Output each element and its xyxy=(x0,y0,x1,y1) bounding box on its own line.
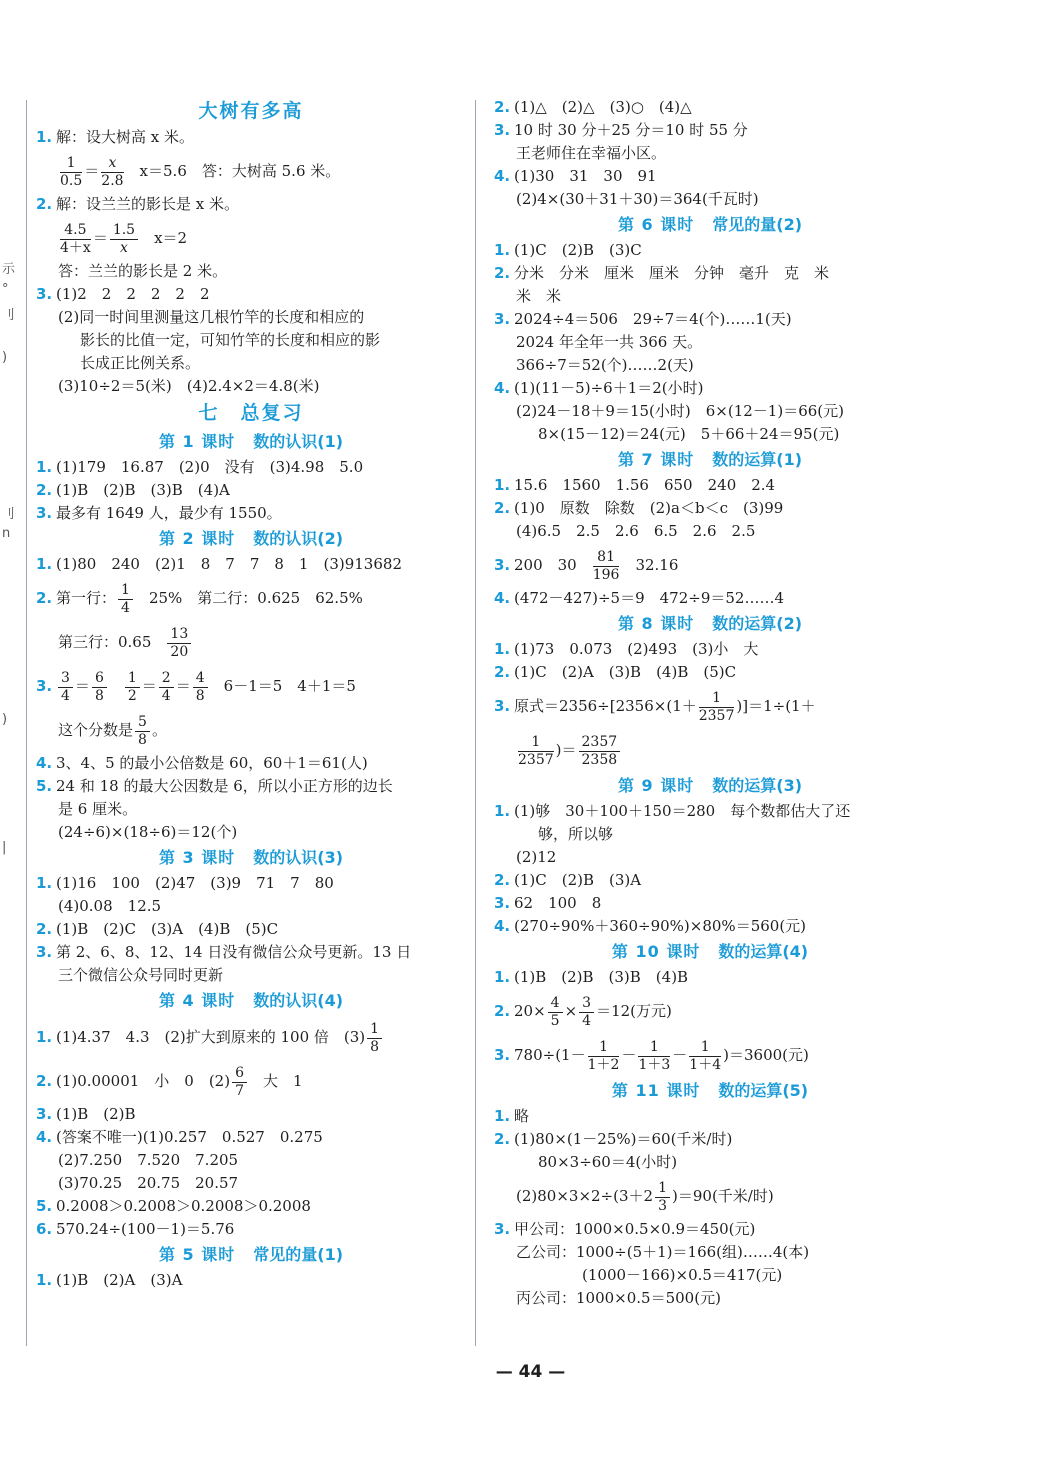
fraction: $\frac{x}{2.8}$ xyxy=(101,154,124,189)
answer-line: 1. (1)179 16.87 (2)0 没有 (3)4.98 5.0 xyxy=(36,458,364,476)
answer-line: (24÷6)×(18÷6)＝12(个) xyxy=(58,823,238,841)
answer-line: 4. (472－427)÷5＝9 472÷9＝52……4 xyxy=(494,589,784,607)
fraction: $\frac{3}{4}$ xyxy=(58,670,73,705)
answer-line: 3. (1)B (2)B xyxy=(36,1105,136,1123)
fraction: $\frac{6}{8}$ xyxy=(92,670,107,705)
answer-line: 1. (1)73 0.073 (2)493 (3)小 大 xyxy=(494,640,759,658)
margin-fragment: n xyxy=(2,526,11,541)
fraction: $\frac{1}{0.5}$ xyxy=(60,154,83,189)
answer-line: 这个分数是 $\frac{5}{8}$ 。 xyxy=(58,713,167,748)
answer-line: 6. 570.24÷(100－1)＝5.76 xyxy=(36,1220,235,1238)
answer-line: 1. (1)B (2)A (3)A xyxy=(36,1271,183,1289)
answer-line: 2. 分米 分米 厘米 厘米 分钟 毫升 克 米 xyxy=(494,264,830,282)
section-title: 大树有多高 xyxy=(198,100,304,122)
answer-line: (3)70.25 20.75 20.57 xyxy=(58,1174,239,1192)
answer-line: (3)10÷2＝5(米) (4)2.4×2＝4.8(米) xyxy=(58,377,320,395)
answer-line: 3. 甲公司：1000×0.5×0.9＝450(元) xyxy=(494,1220,756,1238)
fraction: $\frac{1}{3}$ xyxy=(655,1180,670,1215)
answer-line: (4)0.08 12.5 xyxy=(58,897,162,915)
lesson-heading: 第 10 课时 数的运算(4) xyxy=(611,942,809,961)
answer-line: 长成正比例关系。 xyxy=(80,354,201,372)
answer-line: 2. (1)0 原数 除数 (2)a＜b＜c (3)99 xyxy=(494,499,784,517)
answer-line: $\frac{4.5}{4+x}$ ＝ $\frac{1.5}{x}$ x＝2 xyxy=(60,221,188,256)
column-divider xyxy=(475,100,476,1346)
fraction: $\frac{1}{2357}$ xyxy=(518,733,554,768)
answer-line: 米 米 xyxy=(516,287,562,305)
lesson-heading: 第 8 课时 数的运算(2) xyxy=(617,614,803,633)
answer-line: (2)4×(30＋31＋30)＝364(千瓦时) xyxy=(516,190,759,208)
answer-line: $\frac{1}{2357}$ )＝ $\frac{2357}{2358}$ xyxy=(494,728,926,772)
answer-line: 1. (1)B (2)B (3)B (4)B xyxy=(494,968,689,986)
answer-line: 2. (1)0.00001 小 0 (2) $\frac{6}{7}$ 大 1 xyxy=(36,1064,303,1099)
answer-line: 三个微信公众号同时更新 xyxy=(58,966,224,984)
answer-line: 3. 200 30 $\frac{81}{196}$ 32.16 xyxy=(494,548,679,583)
left-column xyxy=(36,96,466,1292)
lesson-heading: 第 4 课时 数的认识(4) xyxy=(158,991,344,1010)
answer-line: 3. 10 时 30 分＋25 分＝10 时 55 分 xyxy=(494,121,748,139)
answer-line: 80×3÷60＝4(小时) xyxy=(538,1153,678,1171)
answer-line: 3. $\frac{3}{4}$ ＝ $\frac{6}{8}$ $\frac{1}{2}$ ＝ $\frac{2}{4}$ ＝ $\frac{4}{8}$ 6－1＝5 4＋1＝5 xyxy=(36,669,356,704)
answer-line: 2. (1)C (2)B (3)A xyxy=(494,871,642,889)
fraction: $\frac{1.5}{x}$ xyxy=(110,222,138,257)
answer-line: (2)12 xyxy=(516,848,557,866)
answer-line: 2. 第一行： $\frac{1}{4}$ 25% 第二行：0.625 62.5% xyxy=(36,581,363,616)
answer-line: 3. 62 100 8 xyxy=(494,894,602,912)
margin-fragment: ) xyxy=(2,712,8,727)
fraction: $\frac{1}{1+2}$ xyxy=(587,1038,620,1073)
answer-line: 够，所以够 xyxy=(538,825,614,843)
answer-line: 4. (1)(11－5)÷6＋1＝2(小时) xyxy=(494,379,704,397)
answer-line: 1. (1)4.37 4.3 (2)扩大到原来的 100 倍 (3) $\frac{1}{8}$ xyxy=(36,1015,466,1059)
answer-line: 3. 第 2、6、8、12、14 日没有微信公众号更新。13 日 xyxy=(36,943,412,961)
margin-fragment: 刂 xyxy=(2,507,16,522)
lesson-heading: 第 5 课时 常见的量(1) xyxy=(158,1245,344,1264)
fraction: $\frac{1}{1+3}$ xyxy=(638,1038,671,1073)
answer-line: 1. (1)16 100 (2)47 (3)9 71 7 80 xyxy=(36,874,334,892)
lesson-heading: 第 9 课时 数的运算(3) xyxy=(617,776,803,795)
fraction: $\frac{1}{1+4}$ xyxy=(689,1038,722,1073)
lesson-heading: 第 6 课时 常见的量(2) xyxy=(617,215,803,234)
answer-line: 1. 略 xyxy=(494,1107,530,1125)
answer-line: 2. (1)B (2)C (3)A (4)B (5)C xyxy=(36,920,279,938)
fraction: $\frac{4}{5}$ xyxy=(548,995,563,1030)
margin-fragment: | xyxy=(2,840,7,855)
left-margin-rule xyxy=(26,100,27,1346)
fraction: $\frac{4}{8}$ xyxy=(193,670,208,705)
answer-line: 3. (1)2 2 2 2 2 2 xyxy=(36,285,210,303)
right-column xyxy=(494,96,926,1310)
margin-fragment: 刂 xyxy=(2,308,16,323)
answer-line: 366÷7＝52(个)……2(天) xyxy=(516,356,694,374)
fraction: $\frac{81}{196}$ xyxy=(592,548,620,583)
fraction: $\frac{1}{2}$ xyxy=(125,670,140,705)
answer-line: 1. (1)C (2)B (3)C xyxy=(494,241,642,259)
answer-line: 3. 780÷(1－ $\frac{1}{1+2}$ － $\frac{1}{1+3}$ － $\frac{1}{1+4}$ )＝3600(元) xyxy=(494,1038,809,1073)
answer-line: 答：兰兰的影长是 2 米。 xyxy=(58,262,228,280)
answer-line: 3. 2024÷4＝506 29÷7＝4(个)……1(天) xyxy=(494,310,792,328)
fraction: $\frac{6}{7}$ xyxy=(232,1065,247,1100)
lesson-heading: 第 7 课时 数的运算(1) xyxy=(617,450,803,469)
answer-line: (4)6.5 2.5 2.6 6.5 2.6 2.5 xyxy=(516,522,756,540)
fraction: $\frac{5}{8}$ xyxy=(135,714,150,749)
answer-line: 2. (1)B (2)B (3)B (4)A xyxy=(36,481,230,499)
answer-line: 5. 24 和 18 的最大公因数是 6，所以小正方形的边长 xyxy=(36,777,393,795)
answer-line: 1. (1)够 30＋100＋150＝280 每个数都估大了还 xyxy=(494,802,851,820)
answer-line: 8×(15－12)＝24(元) 5＋66＋24＝95(元) xyxy=(538,425,840,443)
answer-line: (2)80×3×2÷(3＋2 $\frac{1}{3}$ )＝90(千米/时) xyxy=(516,1179,774,1214)
fraction: $\frac{2}{4}$ xyxy=(159,670,174,705)
fraction: $\frac{2357}{2358}$ xyxy=(579,734,621,769)
answer-line: 王老师住在幸福小区。 xyxy=(516,144,667,162)
margin-fragment: ) xyxy=(2,350,8,365)
answer-line: 2. (1)△ (2)△ (3)○ (4)△ xyxy=(494,98,692,116)
margin-fragment: ° xyxy=(2,282,9,297)
answer-line: 3. 原式＝2356÷[2356×(1＋ $\frac{1}{2357}$ )]＝1÷(1＋ xyxy=(494,689,816,724)
page-number: — 44 — xyxy=(495,1362,566,1382)
fraction: $\frac{4.5}{4+x}$ xyxy=(60,221,91,256)
answer-line: 4. (1)30 31 30 91 xyxy=(494,167,657,185)
answer-line: 丙公司：1000×0.5＝500(元) xyxy=(516,1289,721,1307)
answer-line: 乙公司：1000÷(5＋1)＝166(组)……4(本) xyxy=(516,1243,810,1261)
answer-line: 4. (答案不唯一)(1)0.257 0.527 0.275 xyxy=(36,1128,323,1146)
answer-line: 2. (1)80×(1－25%)＝60(千米/时) xyxy=(494,1130,733,1148)
fraction: $\frac{13}{20}$ xyxy=(167,626,191,661)
lesson-heading: 第 2 课时 数的认识(2) xyxy=(158,529,344,548)
lesson-heading: 第 1 课时 数的认识(1) xyxy=(158,432,344,451)
answer-line: 4. 3、4、5 的最小公倍数是 60，60＋1＝61(人) xyxy=(36,754,368,772)
answer-line: 5. 0.2008＞0.2008＞0.2008＞0.2008 xyxy=(36,1197,311,1215)
answer-line: 1. 15.6 1560 1.56 650 240 2.4 xyxy=(494,476,776,494)
fraction: $\frac{1}{8}$ xyxy=(367,1021,382,1056)
answer-line: 2. 解：设兰兰的影长是 x 米。 xyxy=(36,195,239,213)
answer-line: (2)同一时间里测量这几根竹竿的长度和相应的 xyxy=(58,308,365,326)
section-title: 七 总复习 xyxy=(198,402,304,424)
answer-line: 是 6 厘米。 xyxy=(58,800,138,818)
lesson-heading: 第 11 课时 数的运算(5) xyxy=(611,1081,809,1100)
answer-line: (2)24－18＋9＝15(小时) 6×(12－1)＝66(元) xyxy=(516,402,844,420)
lesson-heading: 第 3 课时 数的认识(3) xyxy=(158,848,344,867)
answer-line: 4. (270÷90%＋360÷90%)×80%＝560(元) xyxy=(494,917,807,935)
fraction: $\frac{1}{4}$ xyxy=(118,582,133,617)
fraction: $\frac{1}{2357}$ xyxy=(698,689,735,724)
margin-fragment: 示 xyxy=(2,262,16,277)
answer-line: 1. (1)80 240 (2)1 8 7 7 8 1 (3)913682 xyxy=(36,555,402,573)
answer-line: 2. (1)C (2)A (3)B (4)B (5)C xyxy=(494,663,737,681)
answer-line: 1. 解：设大树高 x 米。 xyxy=(36,128,194,146)
fraction: $\frac{3}{4}$ xyxy=(579,995,594,1030)
answer-line: (2)7.250 7.520 7.205 xyxy=(58,1151,239,1169)
answer-line: 2. 20× $\frac{4}{5}$ × $\frac{3}{4}$ ＝12(万元) xyxy=(494,994,672,1029)
answer-line: (1000－166)×0.5＝417(元) xyxy=(582,1266,783,1284)
answer-line: 2024 年全年一共 366 天。 xyxy=(516,333,703,351)
answer-line: 影长的比值一定，可知竹竿的长度和相应的影 xyxy=(80,331,381,349)
answer-line: $\frac{1}{0.5}$ ＝ $\frac{x}{2.8}$ x＝5.6 答：大树高 5.6 米。 xyxy=(60,154,341,189)
answer-line: 3. 最多有 1649 人，最少有 1550。 xyxy=(36,504,282,522)
answer-line: 第三行：0.65 $\frac{13}{20}$ xyxy=(36,620,466,664)
